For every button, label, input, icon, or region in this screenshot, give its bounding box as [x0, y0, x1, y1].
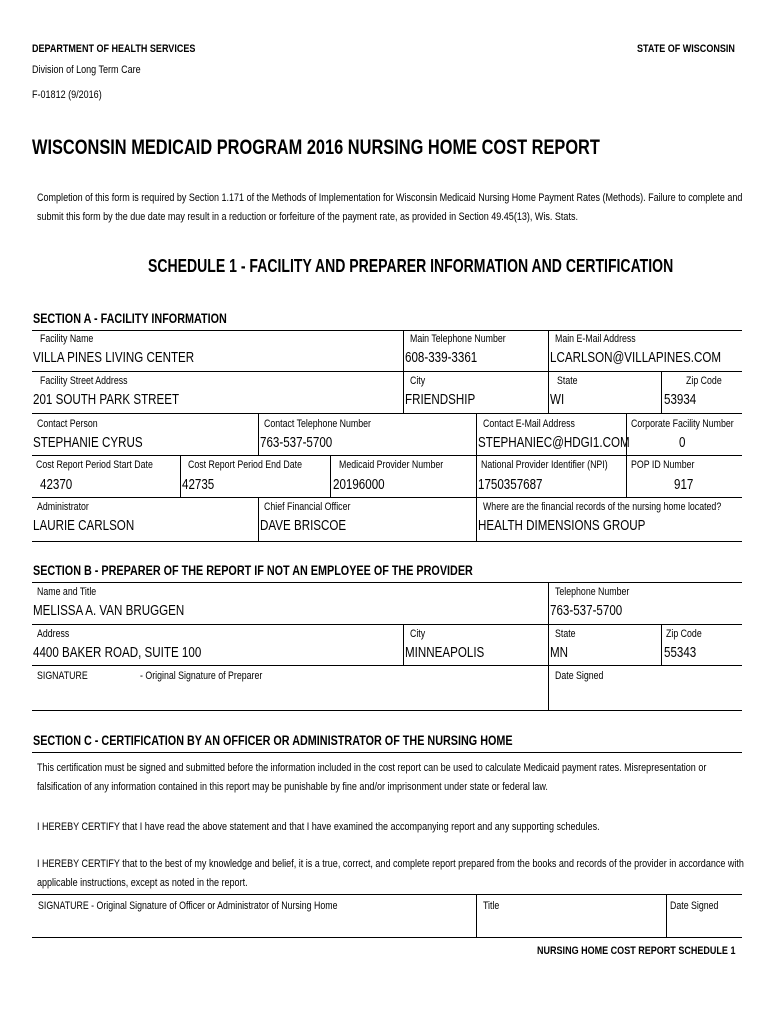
period-start-label: Cost Report Period Start Date [36, 459, 153, 471]
corp-facility-field[interactable]: 0 [679, 435, 686, 451]
form-number: F-01812 (9/2016) [32, 89, 102, 101]
main-email-field[interactable]: LCARLSON@VILLAPINES.COM [550, 350, 722, 366]
medicaid-label: Medicaid Provider Number [339, 459, 444, 471]
officer-signature-label: SIGNATURE - Original Signature of Officer or Administrator of Nursing Home [38, 900, 338, 912]
period-start-field[interactable]: 42370 [40, 477, 73, 493]
grid-line [476, 894, 477, 937]
period-end-field[interactable]: 42735 [182, 477, 215, 493]
grid-line [32, 752, 742, 753]
certification-para-1-line-1: This certification must be signed and submitted before the information included in the cost report can be used to calculate Medicaid payment rates. Misrepresentation or [37, 762, 707, 774]
certification-para-3-line-2: applicable instructions, except as noted in the report. [37, 877, 248, 889]
preparer-signature-field[interactable] [36, 684, 541, 706]
grid-line [403, 624, 404, 665]
grid-line [32, 497, 742, 498]
page-title: WISCONSIN MEDICAID PROGRAM 2016 NURSING HOME COST REPORT [32, 136, 600, 159]
grid-line [548, 330, 549, 413]
preparer-phone-label: Telephone Number [555, 586, 630, 598]
contact-phone-label: Contact Telephone Number [264, 418, 371, 430]
intro-line-2: submit this form by the due date may result in a reduction or forfeiture of the payment rate, as provided in Section 49.45(13), Wis. Stats. [37, 211, 578, 223]
facility-name-label: Facility Name [40, 333, 94, 345]
division-name: Division of Long Term Care [32, 64, 141, 76]
preparer-signature-label: SIGNATURE [37, 670, 88, 682]
npi-label: National Provider Identifier (NPI) [481, 459, 608, 471]
period-end-label: Cost Report Period End Date [188, 459, 302, 471]
preparer-signature-note: - Original Signature of Preparer [140, 670, 263, 682]
corp-facility-label: Corporate Facility Number [631, 418, 734, 430]
grid-line [180, 455, 181, 497]
state-field[interactable]: WI [550, 392, 565, 408]
certification-para-1-line-2: falsification of any information contained in this report may be punishable by fine and/or imprisonment under state or federal law. [37, 781, 548, 793]
administrator-field[interactable]: LAURIE CARLSON [33, 518, 135, 534]
zip-field[interactable]: 53934 [664, 392, 697, 408]
grid-line [32, 624, 742, 625]
preparer-name-field[interactable]: MELISSA A. VAN BRUGGEN [33, 603, 185, 619]
preparer-address-label: Address [37, 628, 70, 640]
contact-person-field[interactable]: STEPHANIE CYRUS [33, 435, 143, 451]
city-field[interactable]: FRIENDSHIP [405, 392, 476, 408]
state-label: State [557, 375, 578, 387]
officer-title-field[interactable] [480, 914, 662, 934]
zip-label: Zip Code [686, 375, 722, 387]
grid-line [32, 582, 742, 583]
npi-field[interactable]: 1750357687 [478, 477, 543, 493]
contact-email-field[interactable]: STEPHANIEC@HDGI1.COM [478, 435, 630, 451]
medicaid-field[interactable]: 20196000 [333, 477, 385, 493]
preparer-city-field[interactable]: MINNEAPOLIS [405, 645, 485, 661]
preparer-date-signed-field[interactable] [552, 684, 737, 706]
preparer-city-label: City [410, 628, 426, 640]
preparer-phone-field[interactable]: 763-537-5700 [550, 603, 623, 619]
officer-date-signed-label: Date Signed [670, 900, 719, 912]
grid-line [258, 413, 259, 455]
grid-line [32, 371, 742, 372]
grid-line [476, 413, 477, 541]
grid-line [32, 665, 742, 666]
certification-para-2: I HEREBY CERTIFY that I have read the above statement and that I have examined the accompanying report and any supporting schedules. [37, 821, 600, 833]
intro-line-1: Completion of this form is required by Section 1.171 of the Methods of Implementation for Wisconsin Medicaid Nursing Home Payment Rates (Methods). Failure to complete and [37, 192, 743, 204]
pop-label: POP ID Number [631, 459, 695, 471]
certification-para-3-line-1: I HEREBY CERTIFY that to the best of my knowledge and belief, it is a true, correct, and complete report prepared from the books and records of the provider in accordance with [37, 858, 744, 870]
grid-line [403, 330, 404, 413]
grid-line [32, 894, 742, 895]
street-field[interactable]: 201 SOUTH PARK STREET [33, 392, 180, 408]
officer-signature-field[interactable] [36, 914, 471, 934]
main-phone-label: Main Telephone Number [410, 333, 506, 345]
grid-line [330, 455, 331, 497]
preparer-address-field[interactable]: 4400 BAKER ROAD, SUITE 100 [33, 645, 202, 661]
officer-title-label: Title [483, 900, 500, 912]
grid-line [258, 497, 259, 541]
officer-date-signed-field[interactable] [669, 914, 739, 934]
grid-line [32, 413, 742, 414]
section-c-heading: SECTION C - CERTIFICATION BY AN OFFICER OR ADMINISTRATOR OF THE NURSING HOME [33, 733, 513, 748]
grid-line [666, 894, 667, 937]
grid-line [32, 330, 742, 331]
state-name: STATE OF WISCONSIN [637, 43, 735, 55]
department-name: DEPARTMENT OF HEALTH SERVICES [32, 43, 196, 55]
section-a-heading: SECTION A - FACILITY INFORMATION [33, 311, 227, 326]
preparer-date-signed-label: Date Signed [555, 670, 604, 682]
street-label: Facility Street Address [40, 375, 128, 387]
cfo-label: Chief Financial Officer [264, 501, 351, 513]
facility-name-field[interactable]: VILLA PINES LIVING CENTER [33, 350, 195, 366]
section-b-heading: SECTION B - PREPARER OF THE REPORT IF NOT AN EMPLOYEE OF THE PROVIDER [33, 563, 473, 578]
grid-line [32, 541, 742, 542]
preparer-state-label: State [555, 628, 576, 640]
administrator-label: Administrator [37, 501, 89, 513]
preparer-zip-label: Zip Code [666, 628, 702, 640]
contact-email-label: Contact E-Mail Address [483, 418, 575, 430]
records-field[interactable]: HEALTH DIMENSIONS GROUP [478, 518, 646, 534]
preparer-state-field[interactable]: MN [550, 645, 569, 661]
footer-label: NURSING HOME COST REPORT SCHEDULE 1 [537, 945, 736, 957]
main-phone-field[interactable]: 608-339-3361 [405, 350, 478, 366]
contact-phone-field[interactable]: 763-537-5700 [260, 435, 333, 451]
pop-field[interactable]: 917 [674, 477, 694, 493]
grid-line [32, 710, 742, 711]
grid-line [661, 624, 662, 665]
preparer-name-label: Name and Title [37, 586, 97, 598]
cfo-field[interactable]: DAVE BRISCOE [260, 518, 347, 534]
grid-line [32, 455, 742, 456]
records-label: Where are the financial records of the nursing home located? [483, 501, 722, 513]
grid-line [548, 582, 549, 710]
schedule-title: SCHEDULE 1 - FACILITY AND PREPARER INFORMATION AND CERTIFICATION [148, 256, 674, 276]
grid-line [32, 937, 742, 938]
grid-line [661, 371, 662, 413]
grid-line [626, 413, 627, 497]
main-email-label: Main E-Mail Address [555, 333, 636, 345]
city-label: City [410, 375, 426, 387]
contact-person-label: Contact Person [37, 418, 98, 430]
preparer-zip-field[interactable]: 55343 [664, 645, 697, 661]
